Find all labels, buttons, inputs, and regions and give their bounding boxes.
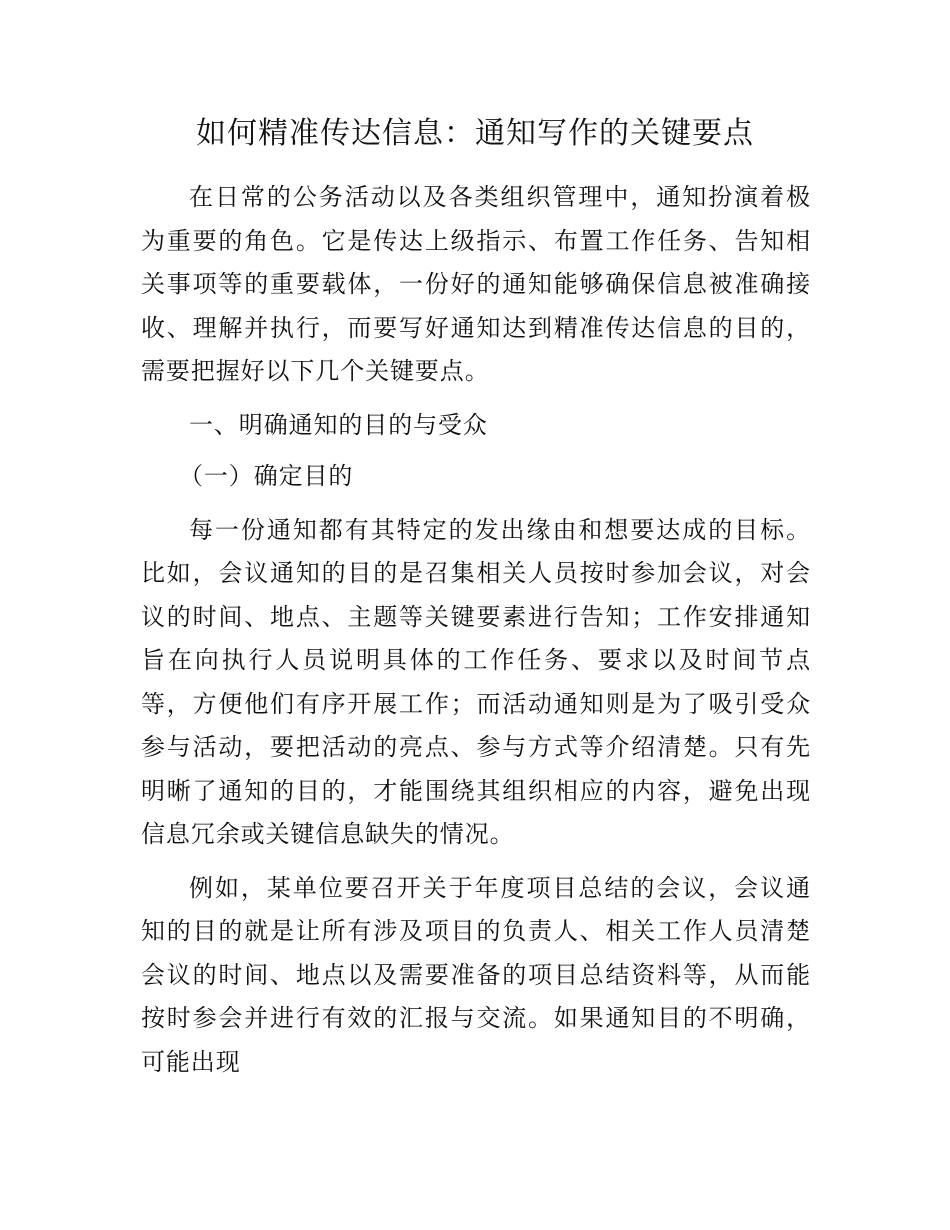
- purpose-paragraph: 每一份通知都有其特定的发出缘由和想要达成的目标。比如，会议通知的目的是召集相关人员按时参加会议，对会议的时间、地点、主题等关键要素进行告知；工作安排通知旨在向执行人员说明具体的工作任务、要求以及时间节点等，方便他们有序开展工作；而活动通知则是为了吸引受众参与活动，要把活动的亮点、参与方式等介绍清楚。只有先明晰了通知的目的，才能围绕其组织相应的内容，避免出现信息冗余或关键信息缺失的情况。: [141, 515, 811, 848]
- example-paragraph: 例如，某单位要召开关于年度项目总结的会议，会议通知的目的就是让所有涉及项目的负责人、相关工作人员清楚会议的时间、地点以及需要准备的项目总结资料等，从而能按时参会并进行有效的汇报与交流。如果通知目的不明确，可能出现: [141, 873, 811, 1076]
- document-body: [141, 176, 811, 1084]
- section-heading: 一、明确通知的目的与受众: [189, 410, 488, 439]
- subsection-heading: （一）确定目的: [179, 462, 354, 490]
- document-title: 如何精准传达信息：通知写作的关键要点: [196, 116, 754, 151]
- intro-paragraph: 在日常的公务活动以及各类组织管理中，通知扮演着极为重要的角色。它是传达上级指示、布置工作任务、告知相关事项等的重要载体，一份好的通知能够确保信息被准确接收、理解并执行，而要写好通知达到精准传达信息的目的，需要把握好以下几个关键要点。: [141, 183, 811, 385]
